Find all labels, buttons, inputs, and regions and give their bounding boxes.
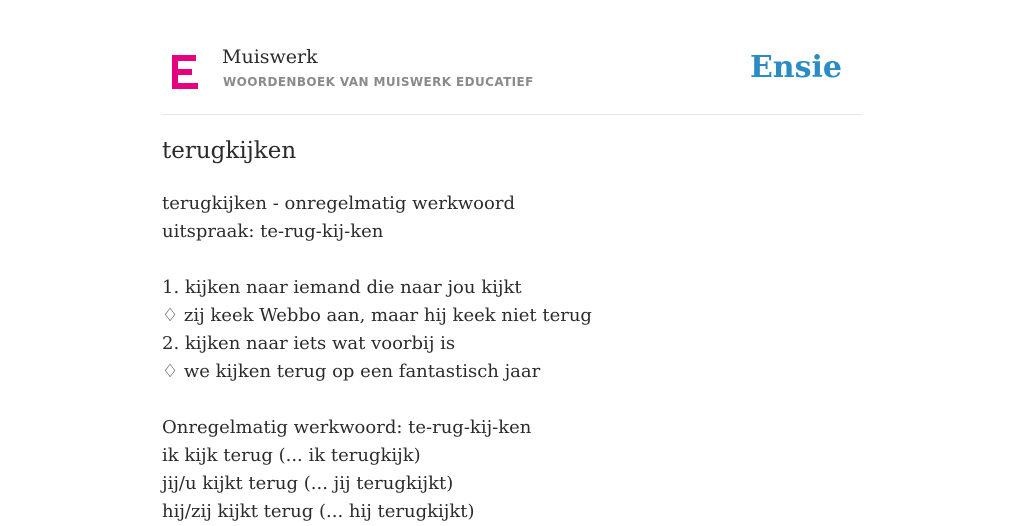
definition-line: uitspraak: te-rug-kij-ken (162, 221, 384, 242)
entry-definition (162, 190, 862, 526)
definition-line: Onregelmatig werkwoord: te-rug-kij-ken (162, 417, 532, 438)
definition-line: 2. kijken naar iets wat voorbij is (162, 333, 456, 354)
definition-line: jij/u kijkt terug (... jij terugkijkt) (162, 473, 454, 494)
dictionary-subtitle: WOORDENBOEK VAN MUISWERK EDUCATIEF (223, 75, 534, 89)
definition-line: ♢ zij keek Webbo aan, maar hij keek niet terug (162, 305, 592, 326)
definition-line: ik kijk terug (... ik terugkijk) (162, 445, 421, 466)
definition-line: hij/zij kijkt terug (... hij terugkijkt) (162, 501, 475, 522)
site-header (162, 44, 862, 115)
definition-line: ♢ we kijken terug op een fantastisch jaar (162, 361, 541, 382)
dictionary-title[interactable]: Muiswerk (222, 46, 318, 68)
definition-line: terugkijken - onregelmatig werkwoord (162, 193, 515, 214)
definition-line (162, 246, 862, 274)
muiswerk-logo-icon[interactable] (172, 55, 200, 89)
ensie-logo[interactable]: Ensie (749, 50, 842, 85)
entry-word: terugkijken (162, 138, 297, 164)
definition-line (162, 386, 862, 414)
definition-line: 1. kijken naar iemand die naar jou kijkt (162, 277, 522, 298)
